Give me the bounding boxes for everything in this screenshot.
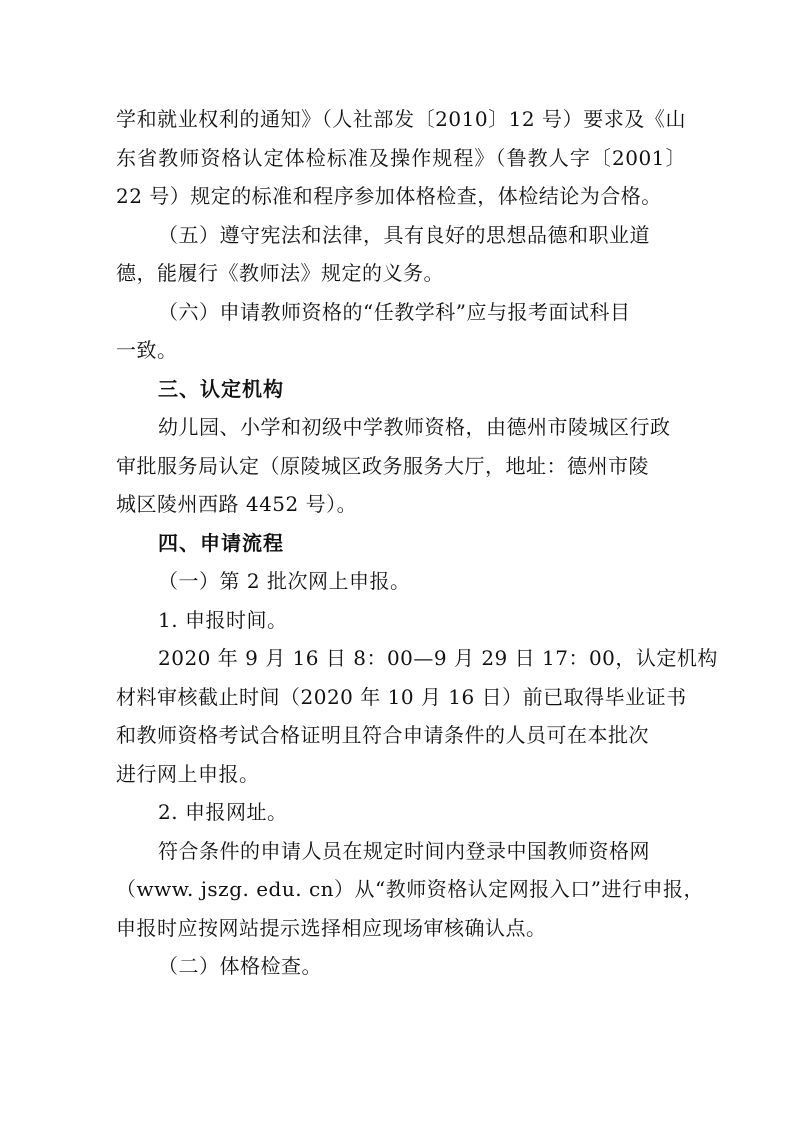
subheading-application-time: 1. 申报时间。 [158, 607, 288, 632]
paragraph-line: 申报时应按网站提示选择相应现场审核确认点。 [116, 915, 547, 940]
item-six-line: （六）申请教师资格的“任教学科”应与报考面试科目 [158, 299, 631, 324]
paragraph-line: （www. jszg. edu. cn）从“教师资格认定网报入口”进行申报， [116, 877, 704, 901]
subheading-physical-examination: （二）体格检查。 [158, 954, 322, 978]
paragraph-line: 学和就业权利的通知》（人社部发〔2010〕12 号）要求及《山 [116, 107, 686, 131]
paragraph-line: 东省教师资格认定体检标准及操作规程》（鲁教人字〔2001〕 [116, 145, 686, 170]
item-five-line: （五）遵守宪法和法律，具有良好的思想品德和职业道 [158, 222, 650, 247]
paragraph-line: 城区陵州西路 4452 号）。 [116, 492, 358, 516]
paragraph-line: 材料审核截止时间（2020 年 10 月 16 日）前已取得毕业证书 [116, 684, 687, 709]
document-body [116, 100, 718, 986]
paragraph-line: 审批服务局认定（原陵城区政务服务大厅，地址：德州市陵 [116, 453, 649, 478]
paragraph-line: 22 号）规定的标准和程序参加体格检查，体检结论为合格。 [116, 184, 662, 208]
paragraph-line: 2020 年 9 月 16 日 8：00—9 月 29 日 17：00，认定机构 [158, 646, 718, 670]
paragraph-line: 符合条件的申请人员在规定时间内登录中国教师资格网 [158, 838, 650, 863]
paragraph-line: 和教师资格考试合格证明且符合申请条件的人员可在本批次 [116, 723, 649, 747]
paragraph-line: 进行网上申报。 [116, 761, 260, 786]
section-heading-certification-agency: 三、认定机构 [158, 376, 284, 401]
paragraph-line: 幼儿园、小学和初级中学教师资格，由德州市陵城区行政 [158, 415, 671, 439]
paragraph-line: 一致。 [116, 338, 178, 362]
subheading-application-website: 2. 申报网址。 [158, 800, 288, 824]
paragraph-line: 德，能履行《教师法》规定的义务。 [116, 261, 444, 285]
section-heading-application-process: 四、申请流程 [158, 530, 284, 555]
subheading-online-application: （一）第 2 批次网上申报。 [158, 569, 411, 593]
